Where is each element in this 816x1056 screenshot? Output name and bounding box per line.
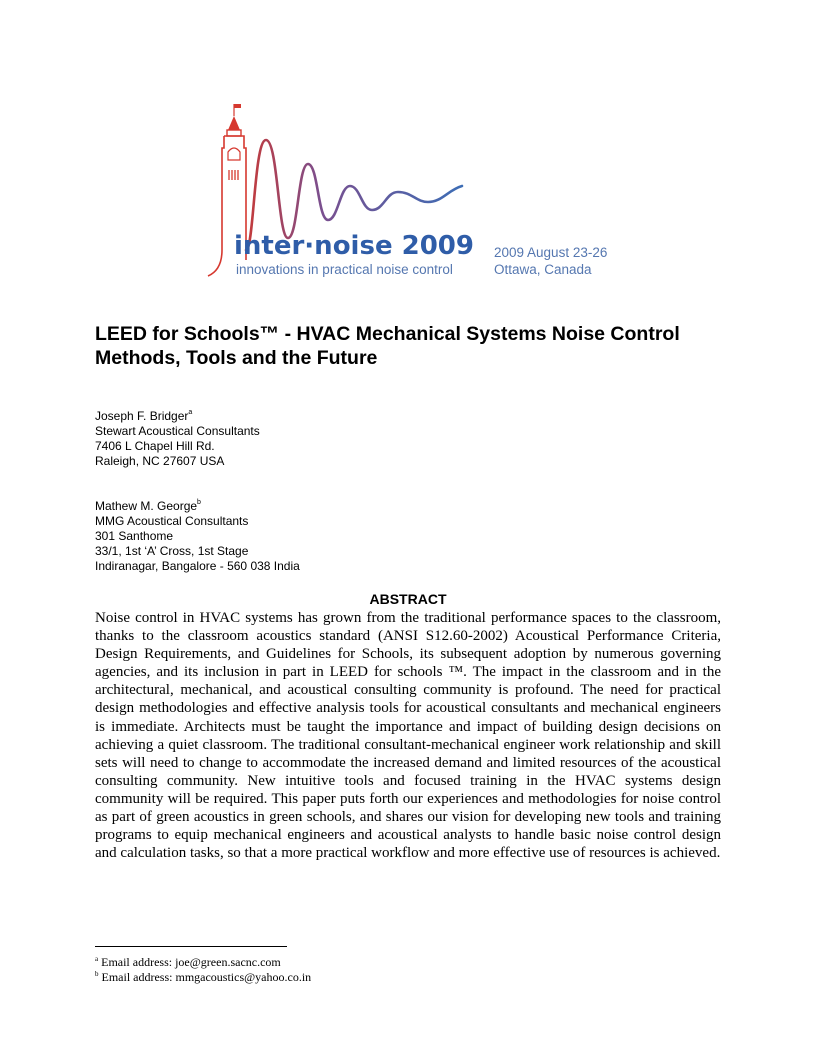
- conference-tagline: innovations in practical noise control: [236, 262, 453, 277]
- footnote-a: $^a$ Email address: joe@green.sacnc.com: [95, 955, 281, 969]
- footnote-mark: b: [95, 970, 99, 978]
- author-affiliation: Stewart Acoustical Consultants: [95, 424, 260, 438]
- author-name: Joseph F. Bridger$^a$: [95, 409, 193, 423]
- conference-location: Ottawa, Canada: [494, 262, 592, 277]
- abstract-heading: ABSTRACT: [369, 591, 447, 607]
- conference-date: 2009 August 23-26: [494, 245, 608, 260]
- author-affiliation: MMG Acoustical Consultants: [95, 514, 249, 528]
- conference-brand: inter·noise 2009: [234, 231, 474, 261]
- author-block-1: [95, 409, 495, 469]
- footnote-mark: a: [188, 409, 193, 416]
- footnote-mark: a: [95, 955, 99, 963]
- author-address-line: 301 Santhome: [95, 529, 174, 543]
- abstract-text: Noise control in HVAC systems has grown from the traditional performance spaces to the classroom, thanks to the classroom acoustics standard (ANSI S12.60-2002) Acoustical Performance Criteria, Design Requirements, and Guidelines for Schools, its subsequent adoption by numerous governing agencies, and its inclusion in part in LEED for schools ™. The impact in the classroom and in the architectural, mechanical, and acoustical consulting community is profound. The need for practical design methodologies and effective analysis tools for acoustical consultants and mechanical engineers is immediate. Architects must be taught the importance and impact of building design decisions on achieving a quiet classroom. The traditional consultant-mechanical engineer work relationship and skill sets will need to change to accommodate the increased demand and limited resources of the acoustical consulting community. New intuitive tools and focused training in the HVAC systems design community will be required. This paper puts forth our experiences and methodologies for noise control as part of green acoustics in green schools, and shares our vision for developing new tools and training programs to equip mechanical engineers and acoustical analysts to handle basic noise control design and calculation tasks, so that a more practical workflow and more effective use of resources is achieved.: [95, 610, 721, 862]
- footnote-divider: [95, 946, 287, 947]
- paper-title: LEED for Schools™ - HVAC Mechanical Systems Noise Control Methods, Tools and the Future: [95, 323, 680, 369]
- author-name: Mathew M. George$^b$: [95, 499, 201, 513]
- author-address-line: Indiranagar, Bangalore - 560 038 India: [95, 559, 300, 573]
- footnote-b: $^b$ Email address: mmgacoustics@yahoo.co.in: [95, 970, 312, 984]
- author-address-line: Raleigh, NC 27607 USA: [95, 454, 225, 468]
- author-block-2: [95, 499, 495, 574]
- footnote-mark: b: [197, 499, 201, 506]
- author-address-line: 7406 L Chapel Hill Rd.: [95, 439, 215, 453]
- author-address-line: 33/1, 1st ‘A’ Cross, 1st Stage: [95, 544, 249, 558]
